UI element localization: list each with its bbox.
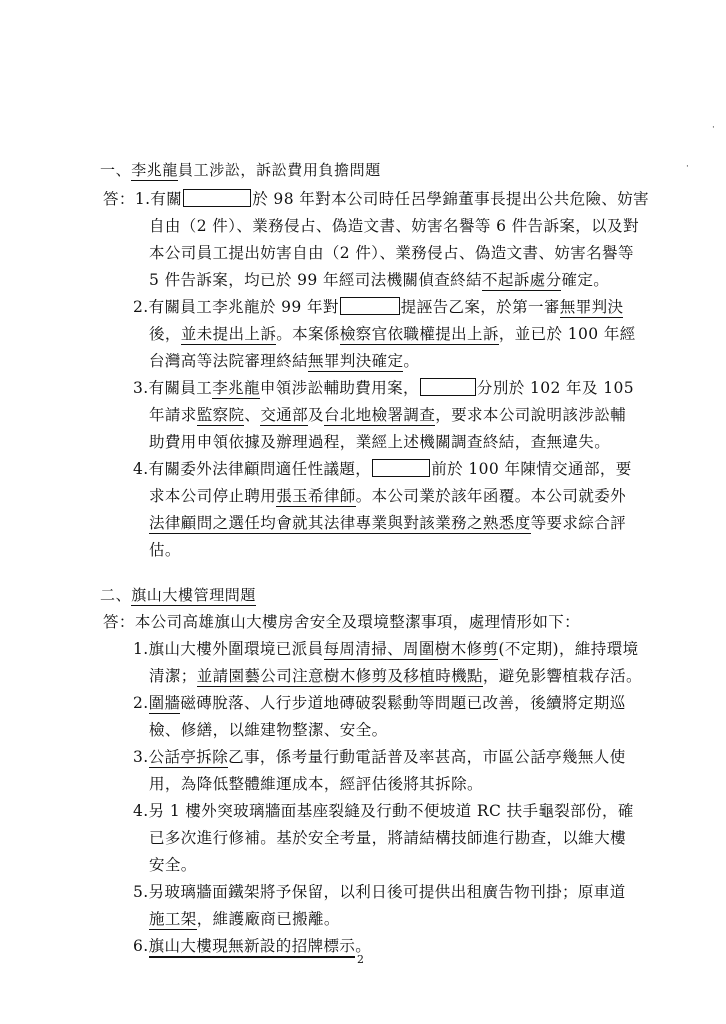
- underlined-phrase: 李兆龍: [212, 379, 260, 397]
- item6-underline: [149, 956, 355, 958]
- s2-item6-line1: 6.旗山大樓現無新設的招牌標示。: [133, 937, 372, 955]
- s1-item3-line3: 助費用申領依據及辦理過程，業經上述機關調查終結，查無違失。: [149, 433, 611, 451]
- s1-item1-line4: 5 件告訴案，均已於 99 年經司法機關偵查終結不起訴處分確定。: [149, 271, 610, 289]
- s1-item4-line3: 法律顧問之選任均會就其法律專業與對該業務之熟悉度等要求綜合評: [149, 514, 627, 532]
- s2-item1-line2: 清潔；並請園藝公司注意樹木修剪及移植時機點，避免影響植栽存活。: [149, 667, 642, 685]
- s1-item4-line4: 估。: [149, 541, 181, 559]
- answer-label: 答：: [103, 190, 135, 208]
- s2-item3-line2: 用，為降低整體維運成本，經評估後將其拆除。: [149, 775, 483, 793]
- s1-item2-line1: 2.有關員工李兆龍於 99 年對 提誣告乙案，於第一審無罪判決: [133, 298, 624, 316]
- redaction-box: [372, 459, 430, 477]
- answer-label: 答：: [103, 613, 135, 631]
- s1-item1-line1: 答：1.有關 於 98 年對本公司時任呂學錦董事長提出公共危險、妨害: [103, 190, 650, 208]
- underlined-phrase: 施工架: [149, 910, 197, 928]
- s2-item3-line1: 3.公話亭拆除乙事，係考量行動電話普及率甚高，市區公話亭幾無人使: [133, 748, 626, 766]
- underlined-phrase: 檢察官依職權提出上訴: [339, 325, 499, 343]
- underlined-phrase: 無罪判決確定: [308, 352, 404, 370]
- s1-item1-line2: 自由（2 件）、業務侵占、偽造文書、妨害名譽等 6 件告訴案，以及對: [149, 217, 639, 235]
- scan-speck: ·: [686, 162, 689, 172]
- s1-item4-line2: 求本公司停止聘用張玉希律師。本公司業於該年函覆。本公司就委外: [149, 487, 627, 505]
- s2-item4-line3: 安全。: [149, 856, 197, 874]
- section2-heading: 二、旗山大樓管理問題: [100, 586, 257, 604]
- section1-heading: 一、李兆龍員工涉訟，訴訟費用負擔問題: [100, 161, 381, 179]
- s1-item3-line1: 3.有關員工李兆龍申領涉訟輔助費用案， 分別於 102 年及 105: [133, 379, 634, 397]
- underlined-phrase: 法律顧問之選任均會就其法律專業與對該業務之熟悉度: [149, 514, 531, 532]
- s2-item2-line2: 檢、修繕，以維建物整潔、安全。: [149, 721, 388, 739]
- section1-heading-name: 李兆龍: [131, 161, 179, 179]
- underlined-phrase: 公話亭拆除: [148, 748, 229, 766]
- s1-item1-line3: 本公司員工提出妨害自由（2 件）、業務侵占、偽造文書、妨害名譽等: [149, 244, 634, 262]
- s1-item4-line1: 4.有關委外法律顧問適任性議題， 前於 100 年陳情交通部，要: [133, 460, 632, 478]
- redaction-box: [420, 378, 476, 396]
- redaction-box: [183, 189, 251, 207]
- page-number: 2: [357, 953, 364, 966]
- underlined-phrase: 並未提出上訴: [180, 325, 277, 343]
- section2-heading-title: 旗山大樓管理問題: [131, 586, 257, 604]
- underlined-phrase: 張玉希律師: [276, 487, 356, 505]
- underlined-phrase: 圍牆: [148, 694, 181, 712]
- underlined-phrase: 無罪判決: [559, 298, 624, 316]
- s2-item1-line1: 1.旗山大樓外圍環境已派員每周清掃、周圍樹木修剪(不定期)，維持環境: [133, 640, 639, 658]
- redaction-box: [340, 297, 400, 315]
- underlined-phrase: 並請園藝公司注意樹木修剪及移植時機點: [196, 667, 483, 685]
- s2-item2-line1: 2.圍牆磁磚脫落、人行步道地磚破裂鬆動等問題已改善，後續將定期巡: [133, 694, 626, 712]
- s1-item3-line2: 年請求監察院、交通部及台北地檢署調查，要求本公司說明該涉訟輔: [149, 406, 627, 424]
- underlined-phrase: 監察院: [196, 406, 245, 424]
- underlined-phrase: 交通部: [260, 406, 309, 424]
- s2-intro: 答：本公司高雄旗山大樓房舍安全及環境整潔事項，處理情形如下：: [103, 613, 581, 631]
- scan-speck: ·: [712, 123, 715, 133]
- underlined-phrase: 每周清掃、周圍樹木修剪: [323, 640, 499, 658]
- underlined-phrase: 台北地檢署調查: [323, 406, 436, 424]
- s1-item2-line2: 後，並未提出上訴。本案係檢察官依職權提出上訴，並已於 100 年經: [149, 325, 636, 343]
- underlined-phrase: 不起訴處分: [481, 271, 562, 289]
- s2-item4-line2: 已多次進行修補。基於安全考量，將請結構技師進行勘查，以維大樓: [149, 829, 627, 847]
- s2-item5-line1: 5.另玻璃牆面鐵架將予保留，以利日後可提供出租廣告物刊掛；原車道: [133, 883, 626, 901]
- s2-item5-line2: 施工架，維護廠商已搬離。: [149, 910, 340, 928]
- s2-item4-line1: 4.另 1 樓外突玻璃牆面基座裂縫及行動不便坡道 RC 扶手龜裂部份，確: [133, 802, 634, 820]
- s1-item2-line3: 台灣高等法院審理終結無罪判決確定。: [149, 352, 420, 370]
